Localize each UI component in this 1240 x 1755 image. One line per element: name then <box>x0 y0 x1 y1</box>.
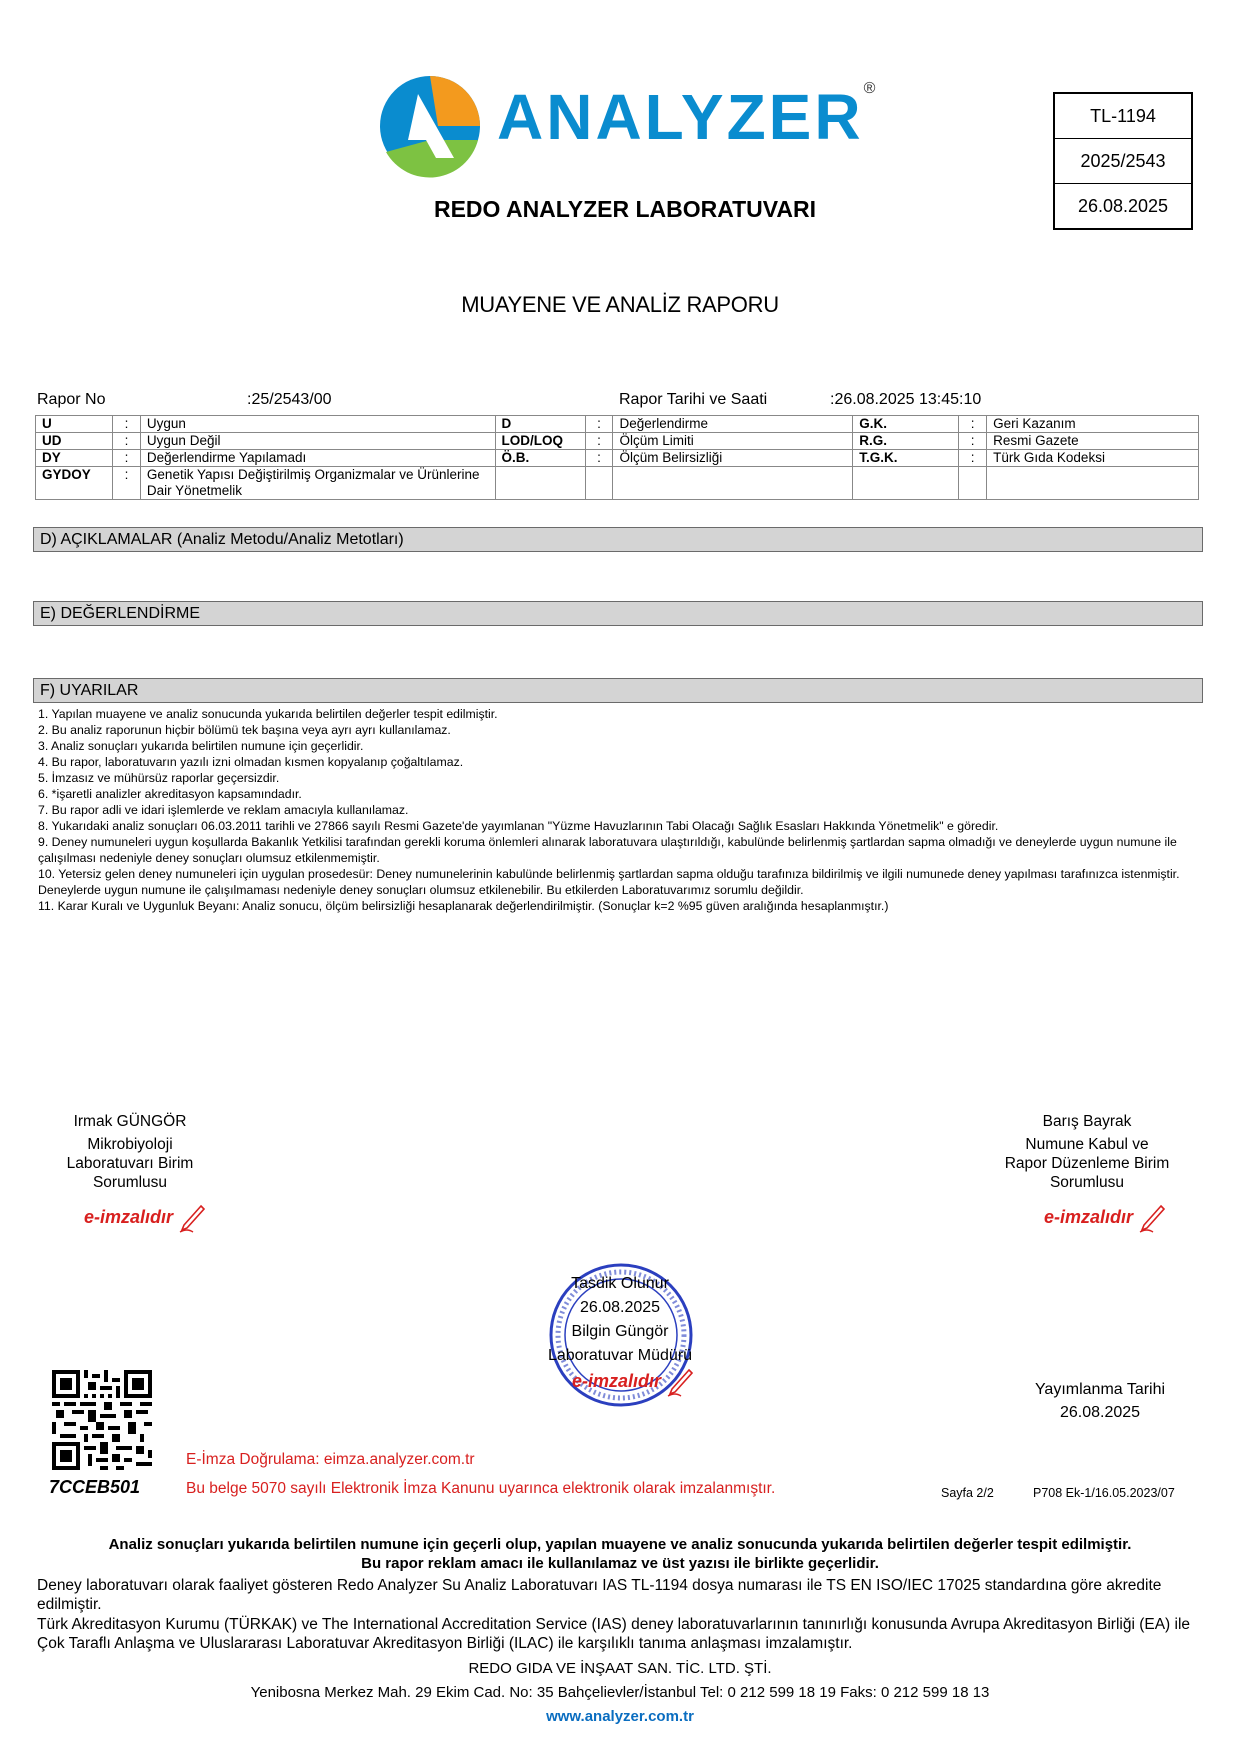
abbr-value: Uygun Değil <box>140 433 495 450</box>
footer-address: Yenibosna Merkez Mah. 29 Ekim Cad. No: 35 Bahçelievler/İstanbul Tel: 0 212 599 18 19 Faks: 0 212 599 18 13 <box>250 1684 990 1701</box>
abbr-key: Ö.B. <box>495 450 585 467</box>
footer-accreditation-text: Deney laboratuvarı olarak faaliyet gösteren Redo Analyzer Su Analiz Laboratuvarı IAS TL-1194 dosya numarası ile TS EN ISO/IEC 17025 standardına göre akredite edilmiştir. <box>37 1577 1162 1613</box>
list-item: 3. Analiz sonuçları yukarıda belirtilen numune için geçerlidir. <box>38 739 364 753</box>
list-item: 4. Bu rapor, laboratuvarın yazılı izni olmadan kısmen kopyalanıp çoğaltılamaz. <box>38 755 464 769</box>
report-id-box <box>1053 92 1193 230</box>
list-item: 5. İmzasız ve mühürsüz raporlar geçersizdir. <box>38 771 280 785</box>
footer-validity-note: Analiz sonuçları yukarıda belirtilen numune için geçerli olup, yapılan muayene ve analiz sonucunda yukarıda belirtilen değerler tespit edilmiştir. <box>108 1536 1132 1553</box>
accreditation-no: TL-1194 <box>1055 94 1191 139</box>
table-row <box>36 416 1199 433</box>
logo-icon <box>378 74 488 180</box>
registered-mark: ® <box>863 80 879 97</box>
abbreviation-table <box>35 415 1199 500</box>
abbr-value: Geri Kazanım <box>987 416 1199 433</box>
abbr-value: Değerlendirme Yapılamadı <box>140 450 495 467</box>
publish-date: 26.08.2025 <box>1059 1404 1141 1421</box>
report-title: MUAYENE VE ANALİZ RAPORU <box>461 292 779 317</box>
section-f-header: F) UYARILAR <box>33 678 1203 703</box>
footer-website-link[interactable]: www.analyzer.com.tr <box>546 1708 694 1725</box>
abbr-sep: : <box>959 416 987 433</box>
abbr-sep: : <box>112 416 140 433</box>
abbr-sep: : <box>585 416 613 433</box>
abbr-value: Genetik Yapısı Değiştirilmiş Organizmalar ve Ürünlerine Dair Yönetmelik <box>140 467 495 500</box>
report-file-no: 2025/2543 <box>1055 139 1191 184</box>
list-item: 10. Yetersiz gelen deney numuneleri için uygulan prosedesür: Deney numunelerinin kabulünde belirlenmiş şartlardan sapma olduğu tarafınıza bildirilmiş ve ilgili numunede deney yapılması tarafınızca istenmiştir. Deneylerde uygun numune ile çalışılmaması nedeniyle deney sonuçları olumsuz etkilenebilir. Bu etkilerden Laboratuvarımız sorumlu değildir. <box>38 867 1180 897</box>
list-item: 1. Yapılan muayene ve analiz sonucunda yukarıda belirtilen değerler tespit edilmiştir. <box>38 707 498 721</box>
logo <box>378 74 488 180</box>
abbr-key <box>853 467 959 500</box>
abbr-value: Resmi Gazete <box>987 433 1199 450</box>
approval-date: 26.08.2025 <box>579 1299 661 1316</box>
signer-title: Sorumlusu <box>1049 1174 1125 1191</box>
esign-left <box>84 1204 205 1234</box>
abbr-key: T.G.K. <box>853 450 959 467</box>
list-item: 7. Bu rapor adli ve idari işlemlerde ve reklam amacıyla kullanılamaz. <box>38 803 409 817</box>
abbr-sep: : <box>112 467 140 500</box>
abbr-key: R.G. <box>853 433 959 450</box>
abbr-value <box>987 467 1199 500</box>
signature-right <box>982 1112 1192 1192</box>
table-row <box>36 450 1199 467</box>
abbr-value: Uygun <box>140 416 495 433</box>
esign-right <box>1044 1204 1165 1234</box>
abbr-value: Değerlendirme <box>613 416 853 433</box>
approval-text: Tasdik Olunur <box>571 1275 669 1292</box>
qr-code-label: 7CCEB501 <box>49 1477 141 1497</box>
abbr-key: GYDOY <box>36 467 113 500</box>
abbr-key: G.K. <box>853 416 959 433</box>
signature-left <box>40 1112 220 1192</box>
signer-name: Bilgin Güngör <box>571 1323 669 1340</box>
signature-center <box>520 1272 720 1368</box>
signer-title: Laboratuvarı Birim <box>66 1155 194 1172</box>
abbr-sep: : <box>112 450 140 467</box>
abbr-sep: : <box>959 450 987 467</box>
esign-center <box>572 1368 693 1398</box>
brand-name: ANALYZER® <box>497 80 879 153</box>
abbr-key: DY <box>36 450 113 467</box>
pen-icon <box>1137 1204 1165 1234</box>
esign-verify-text: E-İmza Doğrulama: eimza.analyzer.com.tr <box>186 1451 475 1468</box>
lab-title: REDO ANALYZER LABORATUVARI <box>433 196 817 222</box>
list-item: 8. Yukarıdaki analiz sonuçları 06.03.2011 tarihli ve 27866 sayılı Resmi Gazete'de yayımlanan "Yüzme Havuzlarının Tabi Olacağı Sağlık Esasları Hakkında Yönetmelik" e göredir. <box>38 819 999 833</box>
list-item: 2. Bu analiz raporunun hiçbir bölümü tek başına veya ayrı ayrı kullanılamaz. <box>38 723 451 737</box>
esign-law-text: Bu belge 5070 sayılı Elektronik İmza Kanunu uyarınca elektronik olarak imzalanmıştır. <box>186 1480 776 1497</box>
warnings-list <box>38 706 1208 914</box>
abbr-value <box>613 467 853 500</box>
signer-title: Rapor Düzenleme Birim <box>1004 1155 1170 1172</box>
signer-name: Irmak GÜNGÖR <box>73 1113 187 1130</box>
esign-label: e-imzalıdır <box>84 1207 174 1228</box>
footer-usage-note: Bu rapor reklam amacı ile kullanılamaz ve üst yazısı ile birlikte geçerlidir. <box>361 1555 879 1572</box>
list-item: 11. Karar Kuralı ve Uygunluk Beyanı: Analiz sonucu, ölçüm belirsizliği hesaplanarak değerlendirilmiştir. (Sonuçlar k=2 %95 güven aralığında hesaplanmıştır.) <box>38 899 889 913</box>
publish-info <box>1020 1378 1180 1424</box>
signer-title: Sorumlusu <box>92 1174 168 1191</box>
abbr-sep: : <box>585 433 613 450</box>
signer-title: Mikrobiyoloji <box>87 1136 173 1153</box>
abbr-key: U <box>36 416 113 433</box>
publish-label: Yayımlanma Tarihi <box>1034 1381 1166 1398</box>
signer-title: Numune Kabul ve <box>1025 1136 1149 1153</box>
list-item: 9. Deney numuneleri uygun koşullarda Bakanlık Yetkilisi tarafından gerekli koruma önlemleri alınarak laboratuvara ulaştırıldığı, kabulünde belirlenmiş şartlardan sapma olmadığı ve deneylerde uygun numune ile çalışılması nedeniyle deney sonuçları olumsuz etkilenmemiştir. <box>38 835 1177 865</box>
esign-label: e-imzalıdır <box>1044 1207 1134 1228</box>
footer-recognition-text: Türk Akreditasyon Kurumu (TÜRKAK) ve The International Accreditation Service (IAS) deney laboratuvarlarının tanınırlığı konusunda Avrupa Akreditasyon Birliği (EA) ile Çok Taraflı Anlaşma ve Uluslararası Laboratuvar Akreditasyon Birliği (ILAC) ile karşılıklı tanıma anlaşması imzalamıştır. <box>37 1616 1191 1652</box>
section-d-header: D) AÇIKLAMALAR (Analiz Metodu/Analiz Metotları) <box>33 527 1203 552</box>
form-code: P708 Ek-1/16.05.2023/07 <box>1033 1486 1175 1500</box>
abbr-key <box>495 467 585 500</box>
abbr-sep: : <box>959 433 987 450</box>
page-number: Sayfa 2/2 <box>941 1486 994 1500</box>
abbr-value: Ölçüm Belirsizliği <box>613 450 853 467</box>
abbr-sep <box>585 467 613 500</box>
report-no-label: Rapor No <box>37 391 106 408</box>
footer-company: REDO GIDA VE İNŞAAT SAN. TİC. LTD. ŞTİ. <box>468 1660 772 1677</box>
signer-title: Laboratuvar Müdürü <box>547 1347 693 1364</box>
report-date: 26.08.2025 <box>1077 196 1169 216</box>
signer-name: Barış Bayrak <box>1042 1113 1132 1130</box>
abbr-value: Ölçüm Limiti <box>613 433 853 450</box>
qr-code <box>52 1370 152 1470</box>
table-row <box>36 467 1199 500</box>
abbr-sep: : <box>585 450 613 467</box>
section-e-header: E) DEĞERLENDİRME <box>33 601 1203 626</box>
abbr-key: UD <box>36 433 113 450</box>
abbr-sep <box>959 467 987 500</box>
report-date-label: Rapor Tarihi ve Saati <box>619 391 768 408</box>
report-date-value: :26.08.2025 13:45:10 <box>830 391 982 408</box>
esign-label: e-imzalıdır <box>572 1371 662 1392</box>
list-item: 6. *işaretli analizler akreditasyon kapsamındadır. <box>38 787 302 801</box>
abbr-key: LOD/LOQ <box>495 433 585 450</box>
pen-icon <box>665 1368 693 1398</box>
qr-code-icon <box>52 1370 152 1470</box>
abbr-sep: : <box>112 433 140 450</box>
table-row <box>36 433 1199 450</box>
abbr-key: D <box>495 416 585 433</box>
report-no-value: :25/2543/00 <box>247 391 332 408</box>
pen-icon <box>177 1204 205 1234</box>
abbr-value: Türk Gıda Kodeksi <box>987 450 1199 467</box>
